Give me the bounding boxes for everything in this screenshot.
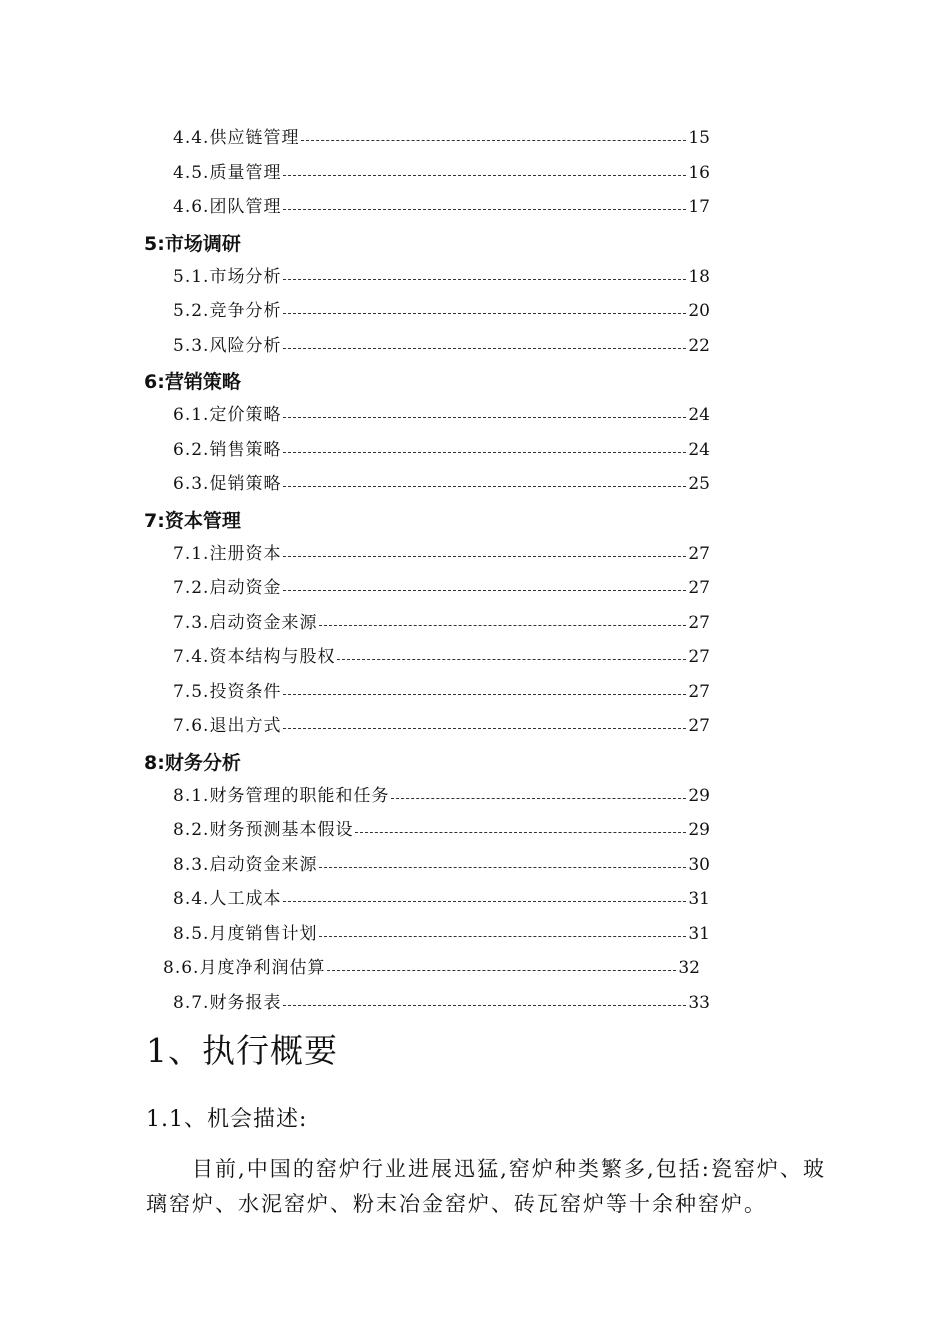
toc-entry[interactable]: [173, 609, 710, 633]
toc-entry-label: 7.3.启动资金来源: [173, 612, 318, 633]
toc-entry[interactable]: [173, 401, 710, 425]
toc-entry-label: 7.4.资本结构与股权: [173, 647, 336, 667]
toc-entry-label: 8.2.财务预测基本假设: [173, 820, 354, 840]
toc-leader-dashes: [283, 279, 686, 280]
toc-leader-dashes: [283, 590, 686, 591]
toc-entry-label: 4.4.供应链管理: [173, 128, 300, 148]
toc-leader-dashes: [283, 901, 686, 902]
toc-entry-page-number: 31: [688, 889, 710, 909]
chapter-title: 1、执行概要: [146, 1031, 338, 1070]
toc-entry-label: 7.1.注册资本: [173, 543, 282, 564]
toc-entry[interactable]: [173, 124, 710, 148]
toc-entry-label: 5.1.市场分析: [173, 266, 282, 287]
toc-entry-page-number: 27: [688, 578, 710, 598]
toc-entry-page-number: 17: [688, 197, 710, 217]
toc-leader-dashes: [355, 832, 686, 833]
toc-leader-dashes: [283, 1005, 686, 1006]
toc-leader-dashes: [319, 625, 686, 626]
toc-section-heading[interactable]: 7:资本管理: [144, 509, 241, 532]
toc-entry-page-number: 27: [688, 647, 710, 667]
toc-entry[interactable]: [173, 263, 710, 287]
toc-section-heading[interactable]: 8:财务分析: [144, 751, 241, 774]
toc-entry[interactable]: [173, 678, 710, 702]
toc-entry-page-number: 27: [688, 543, 710, 564]
toc-leader-dashes: [283, 348, 686, 349]
toc-entry[interactable]: [173, 332, 710, 356]
toc-leader-dashes: [283, 452, 686, 453]
toc-entry-label: 8.5.月度销售计划: [173, 923, 318, 944]
toc-entry-label: 5.2.竞争分析: [173, 301, 282, 321]
toc-entry-page-number: 32: [678, 958, 700, 978]
toc-section-heading[interactable]: 5:市场调研: [144, 232, 241, 255]
toc-entry-label: 6.3.促销策略: [173, 474, 282, 494]
toc-entry[interactable]: [163, 954, 700, 978]
toc-entry-page-number: 20: [688, 301, 710, 321]
toc-entry-page-number: 27: [688, 681, 710, 702]
toc-entry-label: 8.3.启动资金来源: [173, 854, 318, 875]
toc-entry-page-number: 24: [688, 439, 710, 460]
toc-entry[interactable]: [173, 989, 710, 1013]
toc-entry-page-number: 31: [688, 923, 710, 944]
toc-leader-dashes: [319, 936, 686, 937]
toc-entry-page-number: 24: [688, 405, 710, 425]
toc-entry-page-number: 27: [688, 716, 710, 736]
toc-entry-page-number: 30: [688, 854, 710, 875]
subsection-title: 1.1、机会描述:: [146, 1107, 308, 1132]
toc-entry-label: 4.6.团队管理: [173, 197, 282, 217]
toc-entry-page-number: 16: [688, 162, 710, 183]
toc-entry[interactable]: [173, 470, 710, 494]
toc-leader-dashes: [283, 313, 686, 314]
toc-entry-page-number: 27: [688, 612, 710, 633]
toc-leader-dashes: [283, 486, 686, 487]
toc-entry-page-number: 15: [688, 128, 710, 148]
toc-entry[interactable]: [173, 851, 710, 875]
toc-entry-page-number: 18: [688, 266, 710, 287]
toc-entry-label: 8.1.财务管理的职能和任务: [173, 785, 390, 806]
toc-entry-label: 8.6.月度净利润估算: [163, 958, 326, 978]
toc-entry-label: 8.7.财务报表: [173, 992, 282, 1013]
toc-entry[interactable]: [173, 574, 710, 598]
toc-leader-dashes: [327, 970, 676, 971]
toc-entry-label: 7.2.启动资金: [173, 578, 282, 598]
toc-entry-label: 7.6.退出方式: [173, 716, 282, 736]
toc-entry-label: 5.3.风险分析: [173, 335, 282, 356]
toc-entry-label: 6.1.定价策略: [173, 405, 282, 425]
toc-entry[interactable]: [173, 193, 710, 217]
toc-entry[interactable]: [173, 643, 710, 667]
toc-leader-dashes: [391, 798, 686, 799]
toc-leader-dashes: [283, 209, 686, 210]
toc-leader-dashes: [283, 728, 686, 729]
toc-entry[interactable]: [173, 885, 710, 909]
toc-entry-page-number: 22: [688, 335, 710, 356]
toc-entry[interactable]: [173, 782, 710, 806]
toc-entry[interactable]: [173, 297, 710, 321]
toc-leader-dashes: [337, 659, 686, 660]
body-paragraph: 目前,中国的窑炉行业进展迅猛,窑炉种类繁多,包括:瓷窑炉、玻璃窑炉、水泥窑炉、粉末冶金窑炉、砖瓦窑炉等十余种窑炉。: [146, 1157, 826, 1216]
toc-entry-page-number: 29: [688, 785, 710, 806]
toc-entry[interactable]: [173, 712, 710, 736]
toc-entry-page-number: 25: [688, 474, 710, 494]
toc-entry[interactable]: [173, 920, 710, 944]
toc-entry-label: 6.2.销售策略: [173, 439, 282, 460]
toc-entry-label: 8.4.人工成本: [173, 889, 282, 909]
toc-entry[interactable]: [173, 816, 710, 840]
toc-entry[interactable]: [173, 159, 710, 183]
toc-entry[interactable]: [173, 540, 710, 564]
toc-entry-page-number: 29: [688, 820, 710, 840]
toc-leader-dashes: [283, 556, 686, 557]
toc-entry[interactable]: [173, 436, 710, 460]
toc-entry-page-number: 33: [688, 992, 710, 1013]
toc-leader-dashes: [283, 694, 686, 695]
toc-leader-dashes: [319, 867, 686, 868]
toc-entry-label: 4.5.质量管理: [173, 162, 282, 183]
toc-leader-dashes: [283, 417, 686, 418]
toc-leader-dashes: [301, 140, 686, 141]
toc-leader-dashes: [283, 175, 686, 176]
toc-section-heading[interactable]: 6:营销策略: [144, 371, 241, 393]
toc-entry-label: 7.5.投资条件: [173, 681, 282, 702]
